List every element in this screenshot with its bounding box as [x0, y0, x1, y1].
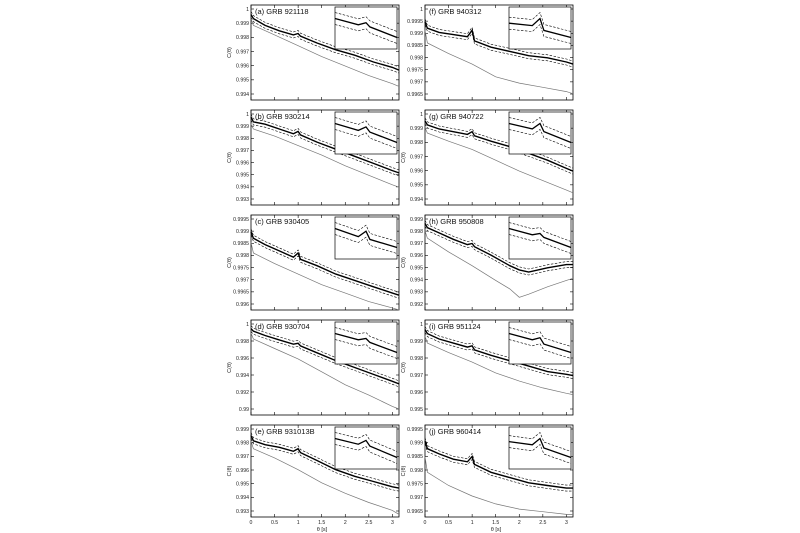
- panel-0: [227, 5, 399, 100]
- y-tick-label: 0.998: [236, 35, 249, 42]
- panel-title: (h) GRB 950808: [429, 217, 484, 226]
- y-tick-label: 0.997: [410, 241, 423, 248]
- x-tick-label: 3: [564, 520, 568, 526]
- y-tick-label: 0.999: [410, 125, 423, 132]
- x-tick-label: 0: [423, 520, 427, 526]
- y-tick-label: 0.993: [410, 289, 423, 296]
- y-axis-label: C(θ): [401, 257, 407, 268]
- y-tick-label: 0.995: [236, 172, 249, 179]
- x-tick-label: 1.5: [492, 520, 500, 526]
- x-tick-label: 2: [343, 520, 347, 526]
- y-tick-label: 1: [246, 321, 249, 328]
- x-tick-label: 0.5: [270, 520, 279, 526]
- y-tick-label: 0.997: [410, 372, 423, 379]
- x-axis-label-right: θ [s]: [490, 527, 502, 533]
- y-tick-label: 0.9995: [407, 18, 423, 25]
- y-axis-label: C(θ): [227, 465, 233, 477]
- inset-frame: [335, 427, 397, 469]
- x-axis-label-left: θ [s]: [316, 527, 328, 533]
- panel-title: (i) GRB 951124: [429, 322, 481, 331]
- y-axis-label: C(θ): [227, 362, 233, 373]
- panel-title: (g) GRB 940722: [429, 112, 484, 121]
- y-tick-label: 0.994: [236, 91, 249, 98]
- y-tick-label: 0.997: [410, 495, 423, 502]
- y-tick-label: 0.994: [236, 495, 249, 502]
- y-tick-label: 0.995: [236, 77, 249, 84]
- y-tick-label: 0.9975: [407, 67, 423, 74]
- panel-2: [227, 215, 399, 310]
- y-tick-label: 0.9985: [233, 241, 249, 248]
- panels-group: [227, 5, 573, 526]
- y-tick-label: 0.997: [410, 154, 423, 161]
- y-axis-label: C(θ): [227, 257, 233, 268]
- y-tick-label: 0.996: [410, 389, 423, 396]
- panel-title: (a) GRB 921118: [255, 7, 309, 16]
- y-tick-label: 0.993: [236, 508, 249, 515]
- y-axis-label: C(θ): [227, 47, 233, 58]
- y-tick-label: 0.997: [236, 277, 249, 284]
- panel-title: (f) GRB 940312: [429, 7, 482, 16]
- y-tick-label: 0.998: [410, 355, 423, 362]
- y-tick-label: 0.992: [410, 301, 423, 308]
- y-axis-label: C(θ): [227, 152, 233, 163]
- y-tick-label: 0.9995: [407, 426, 423, 433]
- panel-8: [401, 320, 573, 415]
- y-tick-label: 0.996: [410, 253, 423, 260]
- y-tick-label: 0.998: [410, 55, 423, 62]
- x-tick-label: 1.5: [318, 520, 326, 526]
- inset-frame: [509, 322, 571, 364]
- y-tick-label: 0.9985: [407, 43, 423, 50]
- y-tick-label: 1: [420, 6, 423, 13]
- panel-title: (b) GRB 930214: [255, 112, 310, 121]
- inset-frame: [509, 427, 571, 469]
- y-tick-label: 0.997: [410, 79, 423, 86]
- panel-7: [401, 215, 573, 310]
- y-tick-label: 0.994: [410, 277, 423, 284]
- y-tick-label: 0.9995: [233, 216, 249, 223]
- y-tick-label: 0.995: [410, 406, 423, 413]
- x-tick-label: 1: [296, 520, 300, 526]
- panel-title: (d) GRB 930704: [255, 322, 310, 331]
- y-tick-label: 1: [246, 111, 249, 118]
- y-tick-label: 0.996: [236, 160, 249, 167]
- y-tick-label: 0.993: [236, 196, 249, 203]
- x-tick-label: 0.5: [444, 520, 453, 526]
- panel-title: (j) GRB 960414: [429, 427, 482, 436]
- y-tick-label: 0.999: [410, 31, 423, 38]
- y-tick-label: 1: [246, 6, 249, 13]
- panel-6: [401, 110, 573, 205]
- y-tick-label: 0.995: [236, 481, 249, 488]
- y-tick-label: 0.999: [236, 123, 249, 130]
- y-tick-label: 0.9975: [233, 265, 249, 272]
- y-tick-label: 0.997: [236, 454, 249, 461]
- y-tick-label: 0.994: [236, 372, 249, 379]
- y-tick-label: 0.999: [236, 426, 249, 433]
- y-tick-label: 0.996: [236, 301, 249, 308]
- x-tick-label: 2.5: [539, 520, 547, 526]
- panel-title: (c) GRB 930405: [255, 217, 310, 226]
- y-tick-label: 0.994: [236, 184, 249, 191]
- y-tick-label: 0.998: [236, 253, 249, 260]
- x-tick-label: 2: [517, 520, 521, 526]
- y-tick-label: 0.9965: [407, 91, 423, 98]
- y-tick-label: 0.996: [236, 467, 249, 474]
- y-tick-label: 0.998: [236, 338, 249, 345]
- y-tick-label: 1: [420, 111, 423, 118]
- y-tick-label: 0.999: [236, 228, 249, 235]
- y-tick-label: 0.995: [410, 265, 423, 272]
- y-tick-label: 0.994: [410, 196, 423, 203]
- x-tick-label: 1: [470, 520, 474, 526]
- y-tick-label: 0.9965: [407, 508, 423, 515]
- y-tick-label: 0.996: [236, 355, 249, 362]
- y-tick-label: 0.99: [238, 406, 249, 413]
- y-tick-label: 0.995: [410, 182, 423, 189]
- y-tick-label: 0.998: [236, 440, 249, 447]
- x-tick-label: 0: [249, 520, 253, 526]
- y-axis-label: C(θ): [401, 362, 407, 373]
- panel-9: [401, 425, 573, 526]
- y-tick-label: 0.997: [236, 49, 249, 56]
- y-tick-label: 0.9985: [407, 454, 423, 461]
- y-tick-label: 0.998: [410, 467, 423, 474]
- inset-frame: [509, 7, 571, 49]
- y-tick-label: 0.9975: [407, 481, 423, 488]
- panel-title: (e) GRB 931013B: [255, 427, 315, 436]
- y-tick-label: 1: [420, 321, 423, 328]
- panel-1: [227, 110, 399, 205]
- y-tick-label: 0.998: [410, 228, 423, 235]
- y-tick-label: 0.998: [410, 140, 423, 147]
- y-tick-label: 0.998: [236, 136, 249, 143]
- y-tick-label: 0.996: [410, 168, 423, 175]
- y-tick-label: 0.999: [410, 216, 423, 223]
- y-axis-label: C(θ): [401, 465, 407, 477]
- panel-4: [227, 425, 399, 526]
- x-tick-label: 3: [390, 520, 394, 526]
- panel-5: [407, 5, 573, 100]
- panel-3: [227, 320, 399, 415]
- y-tick-label: 0.992: [236, 389, 249, 396]
- y-tick-label: 0.996: [236, 63, 249, 70]
- y-tick-label: 0.999: [410, 440, 423, 447]
- x-tick-label: 2.5: [365, 520, 373, 526]
- y-axis-label: C(θ): [401, 152, 407, 163]
- y-tick-label: 0.999: [236, 20, 249, 27]
- y-tick-label: 0.997: [236, 148, 249, 155]
- y-tick-label: 0.999: [410, 338, 423, 345]
- y-tick-label: 0.9965: [233, 289, 249, 296]
